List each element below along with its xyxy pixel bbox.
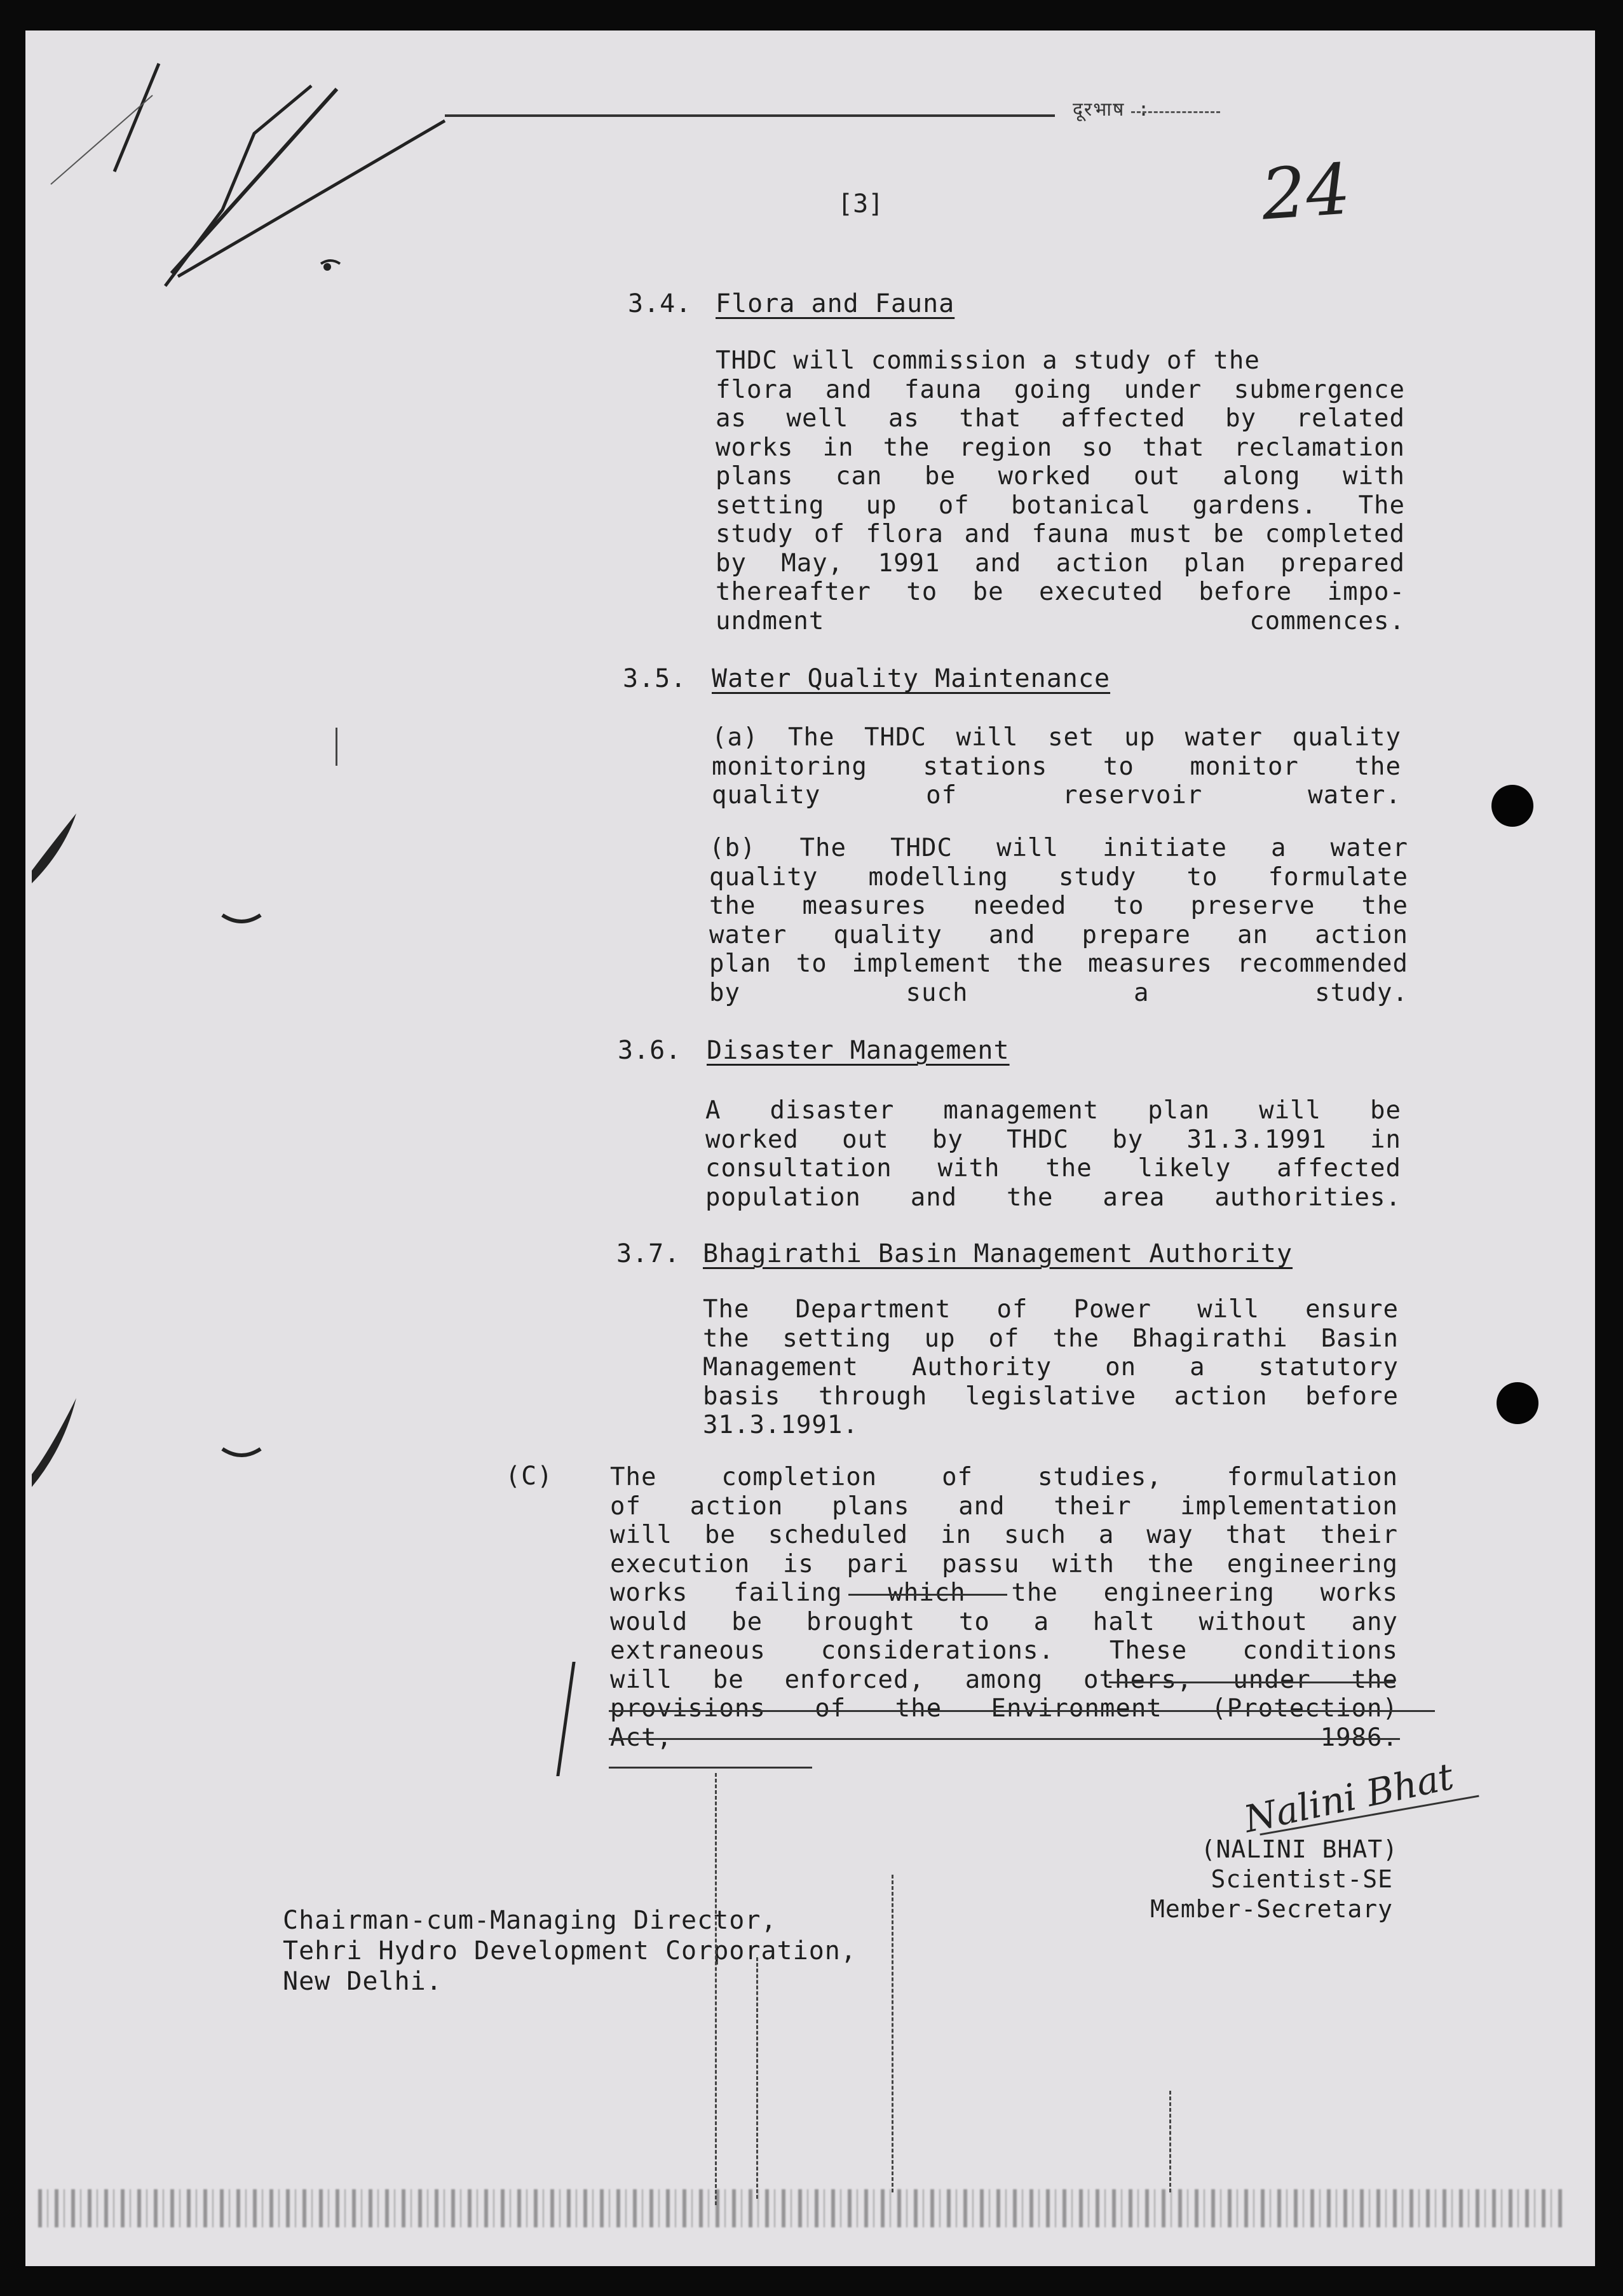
body-line: plans can be worked out along with — [716, 462, 1405, 491]
body-line: would be brought to a halt without any — [610, 1607, 1398, 1636]
body-line: the setting up of the Bhagirathi Basin — [703, 1324, 1399, 1353]
body-line: by such a study. — [709, 978, 1408, 1007]
body-line: setting up of botanical gardens. The — [716, 491, 1405, 520]
section-body-flora-fauna — [716, 346, 1405, 635]
body-line: 31.3.1991. — [703, 1411, 859, 1439]
section-heading-flora-fauna: Flora and Fauna — [716, 289, 955, 318]
underline-enforced — [609, 1710, 1435, 1712]
crease-line — [715, 1773, 717, 2205]
section-heading-disaster-management: Disaster Management — [707, 1036, 1010, 1065]
section-heading-water-quality: Water Quality Maintenance — [712, 664, 1111, 693]
margin-mark — [336, 728, 337, 766]
body-line: by May, 1991 and action plan prepared — [716, 548, 1405, 578]
body-line: extraneous considerations. These conditions — [610, 1636, 1398, 1665]
addressee-line: New Delhi. — [283, 1967, 442, 1996]
punch-hole — [1491, 785, 1533, 827]
section-number: 3.6. — [618, 1036, 682, 1065]
addressee-block — [283, 1905, 857, 1997]
body-line: undment commences. — [716, 606, 1405, 635]
body-line: works failing which the engineering works — [610, 1579, 1398, 1607]
body-line: the measures needed to preserve the — [709, 892, 1408, 920]
body-line: basis through legislative action before — [703, 1382, 1399, 1411]
punch-hole — [1497, 1382, 1538, 1424]
section-body-water-quality-b — [709, 834, 1408, 1007]
body-line: of action plans and their implementation — [610, 1491, 1398, 1521]
body-line: flora and fauna going under submergence — [716, 375, 1405, 404]
body-line: plan to implement the measures recommended — [709, 949, 1408, 978]
body-line: Act, 1986. — [610, 1723, 1398, 1752]
body-line: water quality and prepare an action — [709, 920, 1408, 949]
underline-these-conditions — [1109, 1681, 1395, 1683]
underline-act — [609, 1767, 812, 1769]
body-line: will be scheduled in such a way that their — [610, 1521, 1398, 1549]
handwritten-page-number: 24 — [1258, 148, 1354, 236]
section-body-basin-authority — [703, 1295, 1399, 1440]
header-rule — [445, 114, 1055, 117]
body-line: (b) The THDC will initiate a water — [709, 834, 1408, 862]
crease-line — [1169, 2091, 1171, 2192]
header-dotted-line — [1131, 111, 1220, 113]
crease-line — [756, 1957, 758, 2199]
clause-label: (C) — [505, 1462, 553, 1491]
section-number: 3.7. — [616, 1239, 681, 1268]
body-line: quality of reservoir water. — [712, 781, 1401, 810]
body-line: THDC will commission a study of the — [716, 346, 1260, 375]
body-line: The completion of studies, formulation — [610, 1463, 1398, 1491]
section-heading-basin-authority: Bhagirathi Basin Management Authority — [703, 1239, 1293, 1268]
body-line: execution is pari passu with the engineering — [610, 1549, 1398, 1579]
left-margin-ticks — [210, 902, 286, 1474]
signatory-name: (NALINI BHAT) — [1200, 1835, 1398, 1863]
signatory-title: Scientist-SE — [1211, 1865, 1393, 1893]
body-line: thereafter to be executed before impo- — [716, 578, 1405, 606]
body-line: as well as that affected by related — [716, 404, 1405, 433]
page-number: [3] — [838, 189, 884, 219]
bottom-scan-smudge — [38, 2189, 1563, 2227]
underline-provisions — [609, 1738, 1400, 1740]
body-line: study of flora and fauna must be completed — [716, 520, 1405, 548]
section-number: 3.4. — [628, 289, 692, 318]
body-line: population and the area authorities. — [705, 1183, 1401, 1212]
body-line: A disaster management plan will be — [705, 1096, 1401, 1125]
body-line: quality modelling study to formulate — [709, 862, 1408, 892]
section-body-water-quality-a — [712, 723, 1401, 810]
body-line: will be enforced, among others, under the — [610, 1665, 1398, 1694]
body-line: monitoring stations to monitor the — [712, 752, 1401, 781]
body-line: Management Authority on a statutory — [703, 1353, 1399, 1382]
body-line: works in the region so that reclamation — [716, 433, 1405, 462]
crease-line — [892, 1875, 893, 2192]
body-line: (a) The THDC will set up water quality — [712, 723, 1401, 752]
section-number: 3.5. — [623, 664, 687, 693]
section-body-disaster-management — [705, 1096, 1401, 1212]
addressee-line: Chairman-cum-Managing Director, — [283, 1906, 777, 1935]
body-line: worked out by THDC by 31.3.1991 in — [705, 1125, 1401, 1154]
signatory-role: Member-Secretary — [1150, 1895, 1393, 1923]
corner-pen-strokes — [38, 57, 458, 299]
body-line: The Department of Power will ensure — [703, 1295, 1399, 1324]
underline-pari-passu — [848, 1594, 1007, 1596]
body-line: consultation with the likely affected — [705, 1154, 1401, 1183]
header-hindi-label: दूरभाष : — [1073, 98, 1151, 121]
clause-c-body — [610, 1463, 1398, 1752]
body-line: provisions of the Environment (Protection) — [610, 1694, 1398, 1723]
handwritten-signature: Nalini Bhat — [1240, 1754, 1458, 1842]
left-edge-marks — [25, 801, 89, 1487]
addressee-line: Tehri Hydro Development Corporation, — [283, 1936, 857, 1966]
